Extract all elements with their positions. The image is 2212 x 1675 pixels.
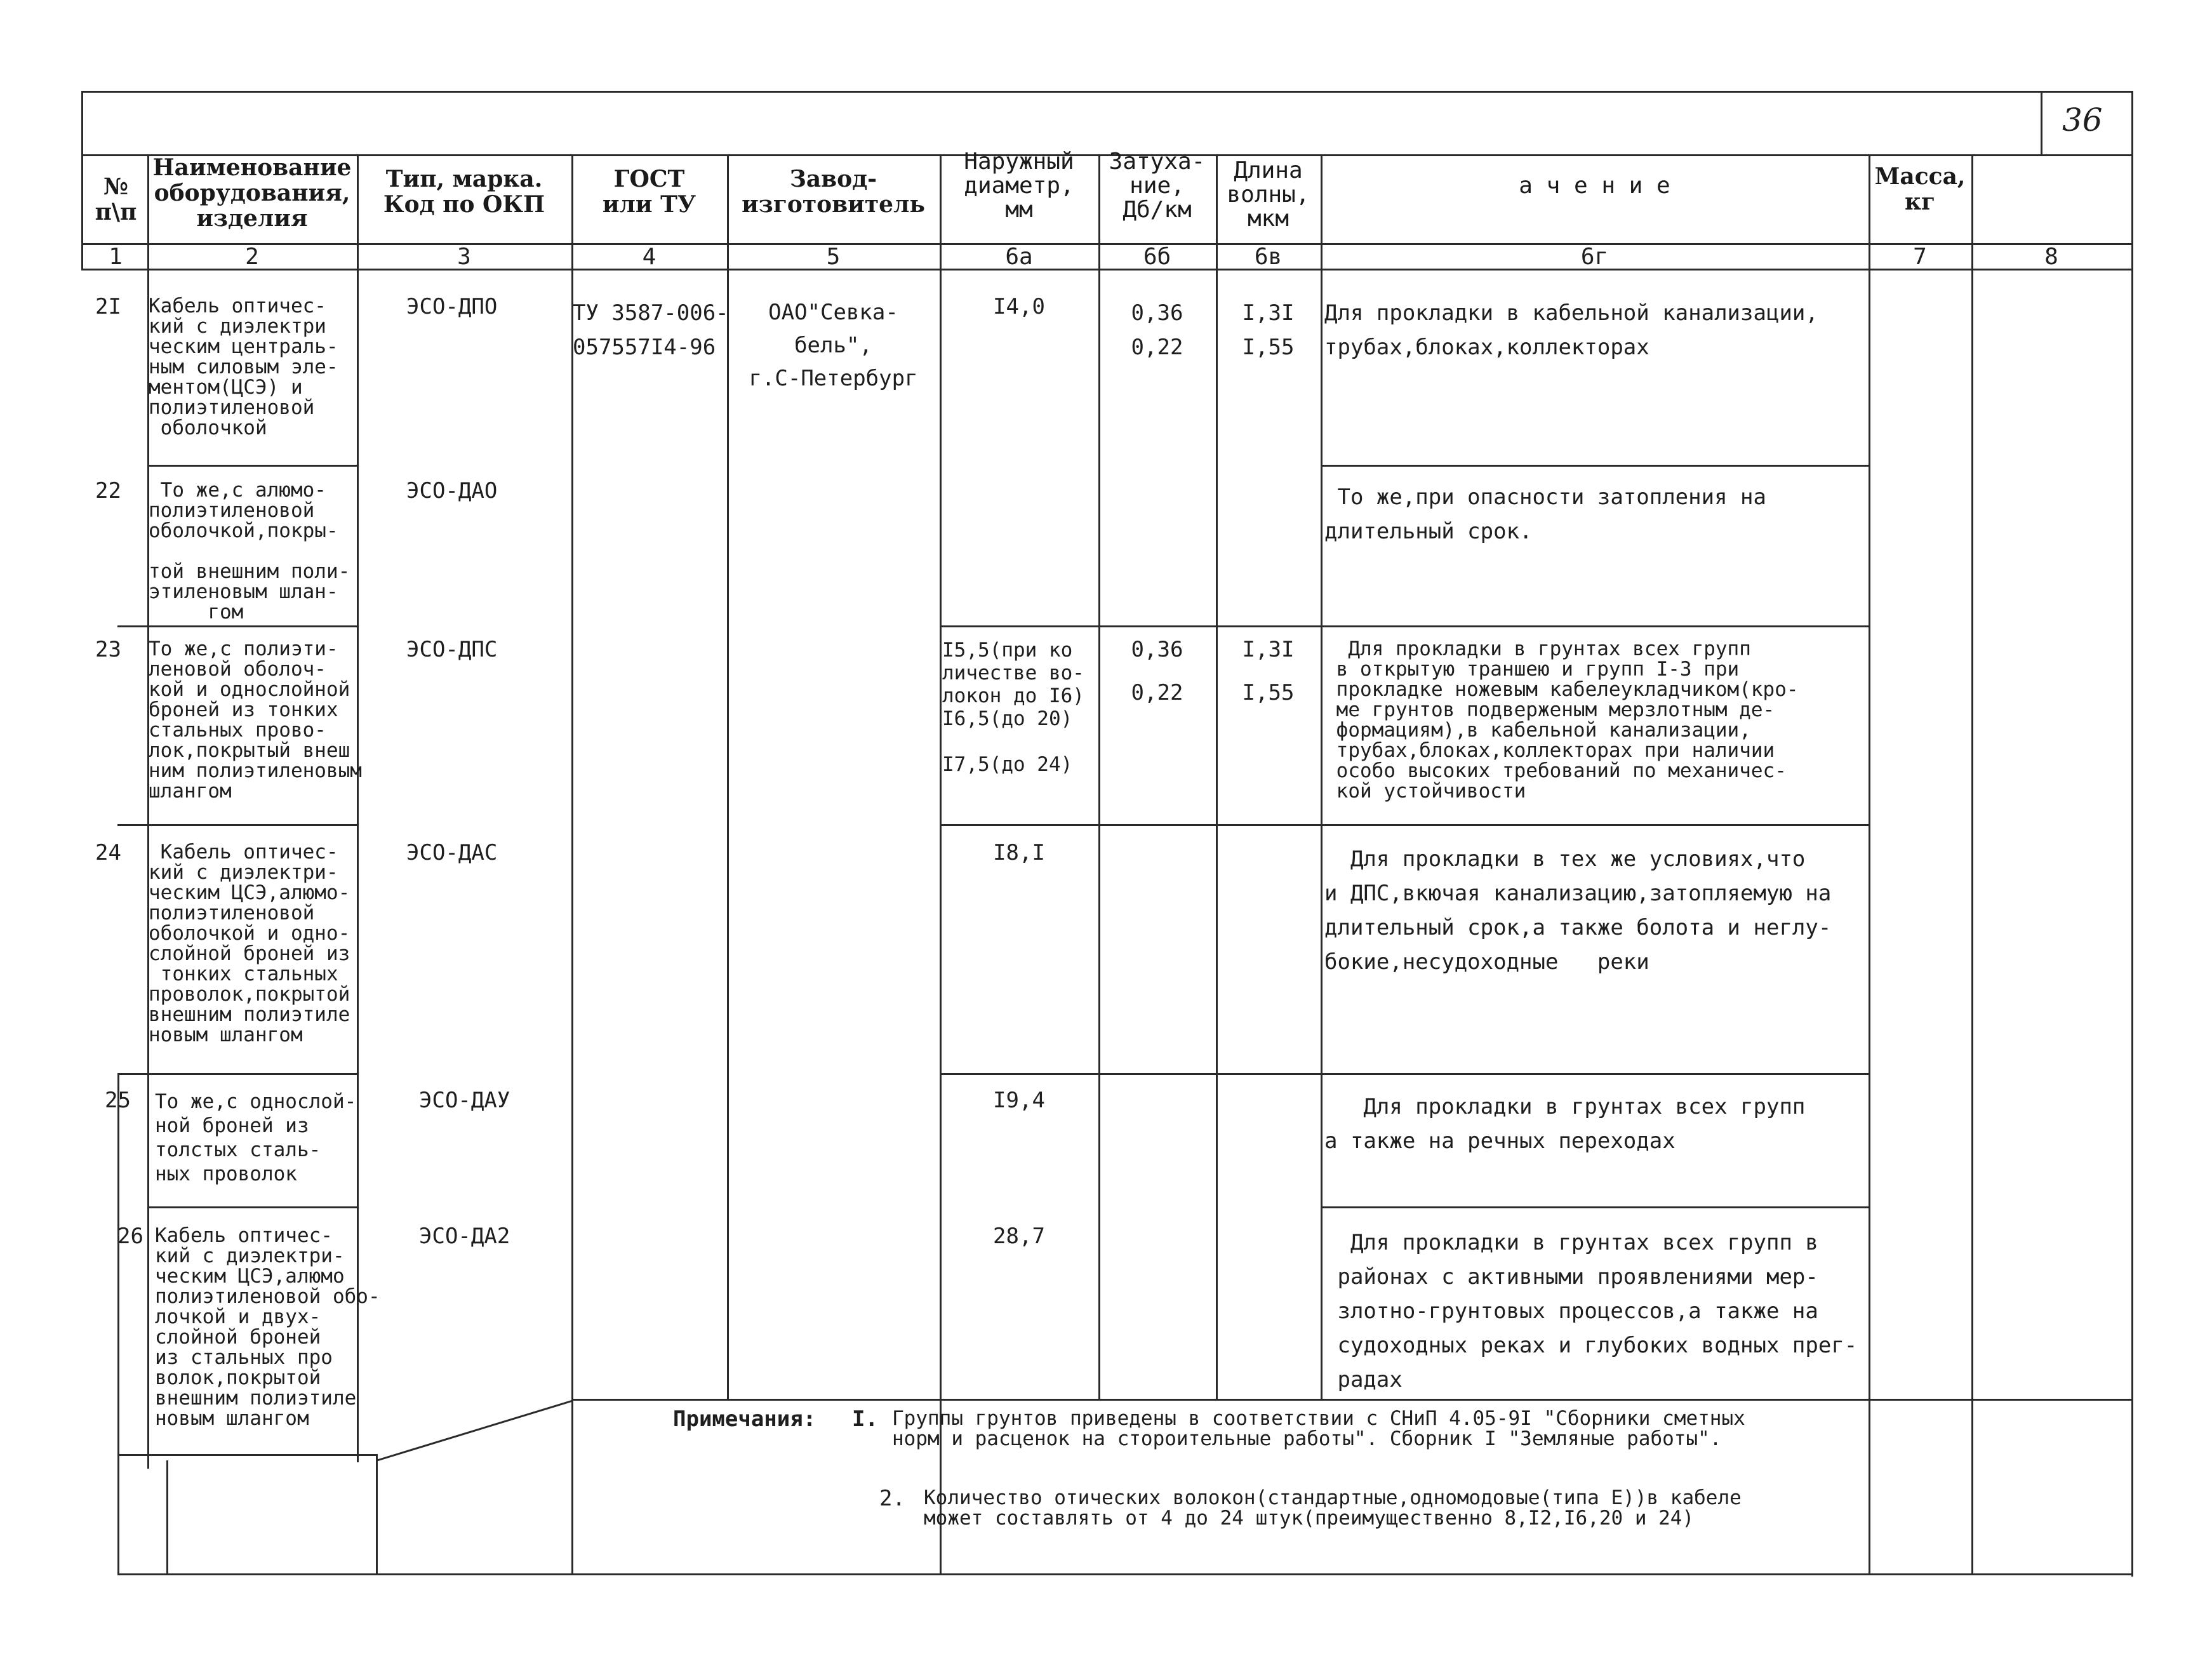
row-25-no: 25 xyxy=(105,1088,131,1113)
note-2-mark: 2. xyxy=(879,1486,905,1511)
header-no: № п\п xyxy=(95,173,137,225)
row-23-diameter: I5,5(при ко личестве во- локон до I6) I6,5(до 20) I7,5(до 24) xyxy=(942,639,1084,776)
row-21-type: ЭСО-ДПО xyxy=(406,294,498,319)
row-25-name: То же,с однослой- ной броней из толстых сталь- ных проволок xyxy=(155,1090,357,1185)
col-number-6a: 6а xyxy=(1005,244,1033,270)
row-22-type: ЭСО-ДАО xyxy=(406,478,498,504)
row-21-gost: ТУ 3587-006- 057557I4-96 xyxy=(573,300,729,360)
row-21-attenuation: 0,36 0,22 xyxy=(1131,300,1183,360)
header-name: Наименование оборудования, изделия xyxy=(152,154,352,232)
header-attenuation: Затуха- ние, Дб/км xyxy=(1109,149,1206,223)
header-wavelength: Длина волны, мкм xyxy=(1227,157,1310,232)
row-25-purpose: Для прокладки в грунтах всех групп а также на речных переходах xyxy=(1324,1094,1806,1154)
col-number-4: 4 xyxy=(642,244,656,270)
note-1-mark: I. xyxy=(852,1406,878,1432)
body-col-6 xyxy=(1098,269,1100,1399)
col-number-5: 5 xyxy=(826,244,841,270)
body-col-9 xyxy=(1869,269,1870,1573)
row-23-type: ЭСО-ДПС xyxy=(406,637,498,662)
col-number-7: 7 xyxy=(1913,244,1927,270)
page-number: 36 xyxy=(2062,102,2103,138)
row-26-purpose: Для прокладки в грунтах всех групп в районах с активными проявлениями мер- злотно-грунтовых процессов,а также на судоходных реках и глубоких водных прег- радах xyxy=(1337,1230,1858,1392)
body-col-7 xyxy=(1216,269,1218,1399)
row-22-no: 22 xyxy=(95,478,121,504)
row-24-purpose: Для прокладки в тех же условиях,что и ДПС,вкючая канализацию,затопляемую на длительный срок,а также болота и неглу- бокие,несудоходные реки xyxy=(1324,846,1832,975)
header-mass: Масса, кг xyxy=(1874,163,1966,215)
row-24-type: ЭСО-ДАС xyxy=(406,840,498,865)
header-purpose: а ч е н и е xyxy=(1519,173,1670,199)
row-24-diameter: I8,I xyxy=(993,840,1045,865)
frame-right-line xyxy=(2131,91,2133,1577)
row-21-diameter: I4,0 xyxy=(993,294,1045,319)
row-23-no: 23 xyxy=(95,637,121,662)
col-number-3: 3 xyxy=(457,244,471,270)
header-type: Тип, марка. Код по ОКП xyxy=(383,166,545,218)
row-26-diameter: 28,7 xyxy=(993,1224,1045,1249)
body-col-2b xyxy=(376,1454,378,1573)
diagonal-mark xyxy=(376,1397,579,1467)
row-24-name: Кабель оптичес- кий с диэлектри- ческим ЦСЭ,алюмо- полиэтиленовой оболочкой и одно- слойной броней из тонких стальных проволок,покрытой внешним полиэтиле новым шлангом xyxy=(149,841,350,1046)
notes-label: Примечания: xyxy=(673,1406,816,1432)
row-line-5 xyxy=(147,1206,357,1208)
header-maker: Завод- изготовитель xyxy=(742,166,925,218)
body-col-4 xyxy=(727,269,729,1399)
row-line-2 xyxy=(117,625,357,627)
body-left-line xyxy=(117,1073,119,1575)
row-21-wavelength: I,3I I,55 xyxy=(1242,300,1295,360)
col-number-1: 1 xyxy=(109,244,123,270)
col-number-6v: 6в xyxy=(1254,244,1283,270)
header-gost: ГОСТ или ТУ xyxy=(602,166,696,218)
row-21-no: 2I xyxy=(95,294,121,319)
row-23-name: То же,с полиэти- леновой оболоч- кой и однослойной броней из тонких стальных прово- лок,покрытый внеш ним полиэтиленовым шлангом xyxy=(149,637,362,803)
row-line-1b xyxy=(1321,465,1869,467)
row-25-type: ЭСО-ДАУ xyxy=(419,1088,510,1113)
row-21-name: Кабель оптичес- кий с диэлектри ческим централь- ным силовым эле- ментом(ЦСЭ) и полиэтиленовой оболочкой xyxy=(149,295,338,439)
note-1-text: Группы грунтов приведены в соответствии с СНиП 4.05-9I "Сборники сметных норм и расценок на стороительные работы". Сборник I "Земляные работы". xyxy=(892,1407,1745,1450)
row-24-no: 24 xyxy=(95,840,121,865)
row-line-5b xyxy=(1321,1206,1869,1208)
row-21-purpose: Для прокладки в кабельной канализации, трубах,блоках,коллекторах xyxy=(1324,300,1818,360)
col-number-6b: 6б xyxy=(1143,244,1171,270)
col-number-6g: 6г xyxy=(1580,244,1609,270)
row-line-6 xyxy=(117,1454,376,1456)
col-number-2: 2 xyxy=(245,244,259,270)
note-2-text: Количество отических волокон(стандартные,одномодовые(типа Е))в кабеле может составлять от 4 до 24 штук(преимущественно 8,I2,I6,20 и 24) xyxy=(924,1486,1742,1530)
row-line-3b xyxy=(940,824,1869,826)
row-23-wavelength: I,3I I,55 xyxy=(1242,637,1295,705)
row-line-3 xyxy=(117,824,357,826)
row-line-2b xyxy=(940,625,1869,627)
row-26-no: 26 xyxy=(117,1224,143,1249)
body-col-8 xyxy=(1321,269,1323,1399)
body-col-10 xyxy=(1971,269,1973,1573)
row-line-1 xyxy=(147,465,357,467)
row-26-name: Кабель оптичес- кий с диэлектри- ческим ЦСЭ,алюмо полиэтиленовой обо- лочкой и двух- слойной броней из стальных про волок,покрытой внешним полиэтиле новым шлангом xyxy=(155,1224,380,1430)
row-23-attenuation: 0,36 0,22 xyxy=(1131,637,1183,705)
row-line-4b xyxy=(940,1073,1869,1075)
row-line-4 xyxy=(117,1073,357,1075)
col-number-8: 8 xyxy=(2044,244,2058,270)
row-22-name: То же,с алюмо- полиэтиленовой оболочкой,покры- той внешним поли- этиленовым шлан- гом xyxy=(149,479,350,624)
body-col-1b xyxy=(166,1460,168,1573)
body-col-5 xyxy=(940,269,942,1573)
frame-left-line xyxy=(81,91,83,269)
row-21-maker: ОАО"Севка- бель", г.С-Петербург xyxy=(749,300,918,391)
body-col-3 xyxy=(571,269,573,1573)
bottom-line xyxy=(117,1573,2133,1575)
frame-top-line xyxy=(81,91,2133,93)
notes-top-line xyxy=(571,1399,2133,1401)
row-22-purpose: То же,при опасности затопления на длительный срок. xyxy=(1324,484,1766,544)
row-26-type: ЭСО-ДА2 xyxy=(419,1224,510,1249)
header-diameter: Наружный диаметр, мм xyxy=(964,149,1074,223)
row-23-purpose: Для прокладки в грунтах всех групп в открытую траншею и групп I-3 при прокладке ножевым кабелеукладчиком(кро- ме грунтов подверженым мерзлотным де- формациям),в кабельной канализации, трубах,блоках,коллекторах при наличии особо высоких требований по механичес- кой устойчивости xyxy=(1336,637,1799,803)
row-25-diameter: I9,4 xyxy=(993,1088,1045,1113)
page-box-line xyxy=(2041,91,2042,154)
